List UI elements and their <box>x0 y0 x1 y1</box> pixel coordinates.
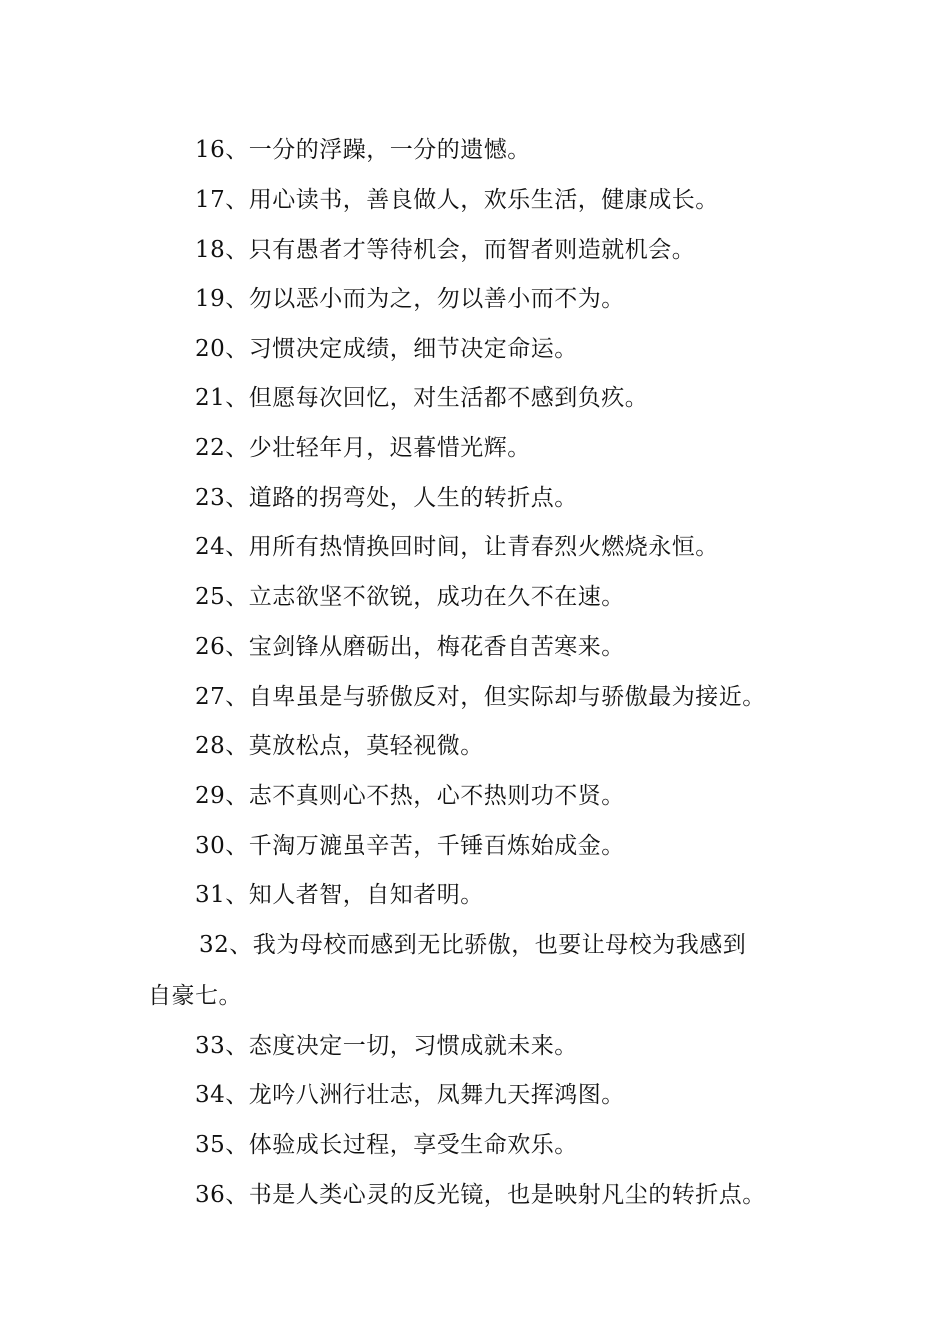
text-line: 18、只有愚者才等待机会，而智者则造就机会。 <box>195 237 696 263</box>
text-line: 36、书是人类心灵的反光镜，也是映射凡尘的转折点。 <box>195 1182 766 1208</box>
text-line-continuation: 自豪七。 <box>148 983 242 1009</box>
text-line: 27、自卑虽是与骄傲反对，但实际却与骄傲最为接近。 <box>195 684 766 710</box>
text-line: 29、志不真则心不热，心不热则功不贤。 <box>195 783 625 809</box>
text-line: 22、少壮轻年月，迟暮惜光辉。 <box>195 435 531 461</box>
text-line: 32、我为母校而感到无比骄傲，也要让母校为我感到 <box>199 932 747 958</box>
text-line: 24、用所有热情换回时间，让青春烈火燃烧永恒。 <box>195 534 719 560</box>
text-line: 20、习惯决定成绩，细节决定命运。 <box>195 336 578 362</box>
text-line: 17、用心读书，善良做人，欢乐生活，健康成长。 <box>195 187 719 213</box>
text-line: 23、道路的拐弯处，人生的转折点。 <box>195 485 578 511</box>
text-line: 19、勿以恶小而为之，勿以善小而不为。 <box>195 286 625 312</box>
text-line: 30、千淘万漉虽辛苦，千锤百炼始成金。 <box>195 833 625 859</box>
text-line: 21、但愿每次回忆，对生活都不感到负疚。 <box>195 385 649 411</box>
text-line: 25、立志欲坚不欲锐，成功在久不在速。 <box>195 584 625 610</box>
text-line: 28、莫放松点，莫轻视微。 <box>195 733 484 759</box>
text-line: 16、一分的浮躁，一分的遗憾。 <box>195 137 531 163</box>
text-line: 34、龙吟八洲行壮志，凤舞九天挥鸿图。 <box>195 1082 625 1108</box>
text-line: 33、态度决定一切，习惯成就未来。 <box>195 1033 578 1059</box>
text-line: 31、知人者智，自知者明。 <box>195 882 484 908</box>
text-line: 35、体验成长过程，享受生命欢乐。 <box>195 1132 578 1158</box>
text-line: 26、宝剑锋从磨砺出，梅花香自苦寒来。 <box>195 634 625 660</box>
